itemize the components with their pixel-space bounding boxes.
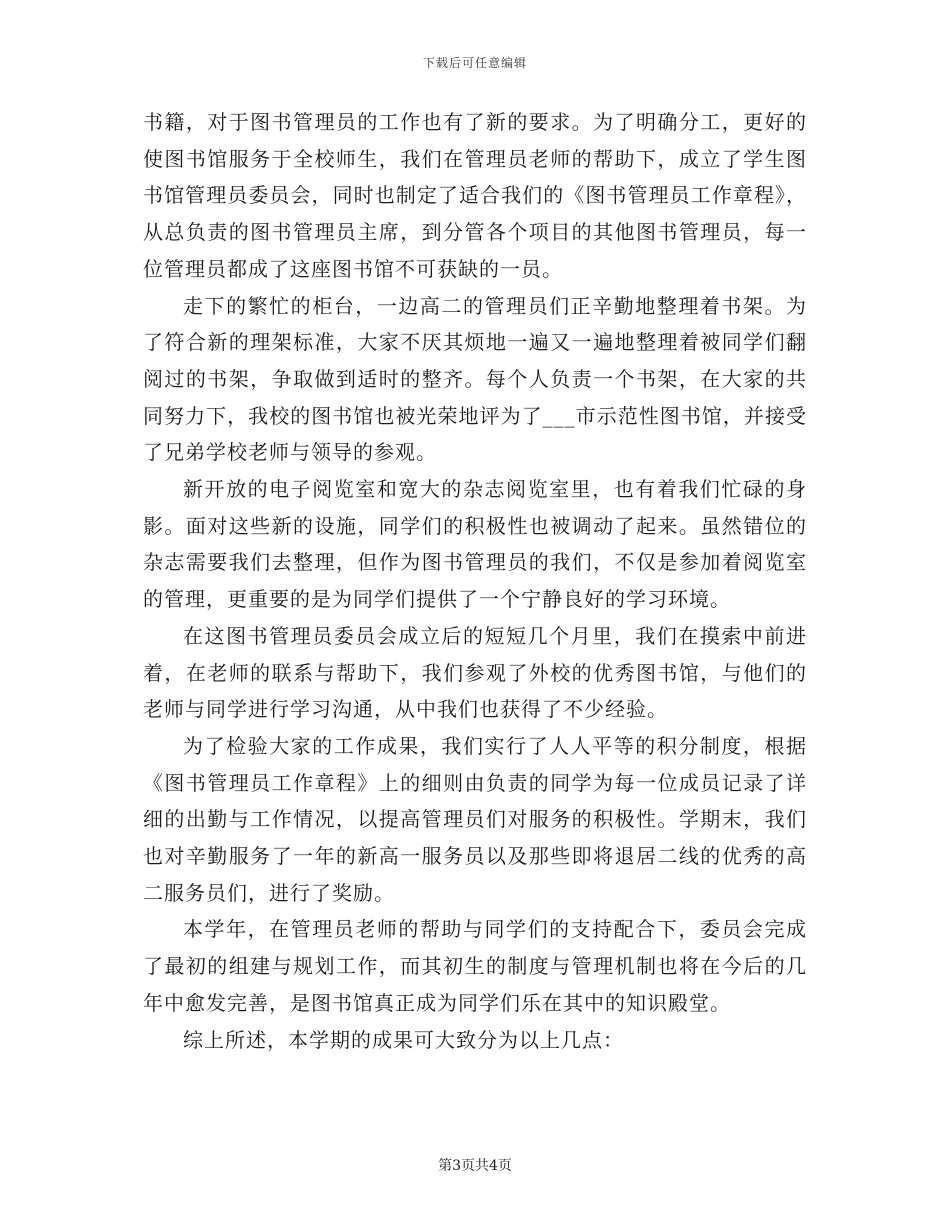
paragraph-points-system: 为了检验大家的工作成果，我们实行了人人平等的积分制度，根据《图书管理员工作章程》上的细则由负责的同学为每一位成员记录了详细的出勤与工作情况，以提高管理员们对服务的积极性。学期末，我们也对辛勤服务了一年的新高一服务员以及那些即将退居二线的优秀的高二服务员们，进行了奖励。 [143, 733, 807, 905]
paragraph-bookshelf: 走下的繁忙的柜台，一边高二的管理员们正辛勤地整理着书架。为了符合新的理架标准，大家不厌其烦地一遍又一遍地整理着被同学们翻阅过的书架，争取做到适时的整齐。每个人负责一个书架，在大家的共同努力下，我校的图书馆也被光荣地评为了___市示范性图书馆，并接受了兄弟学校老师与领导的参观。 [143, 293, 807, 465]
document-body [143, 104, 807, 1058]
page-header: 下载后可任意编辑 [422, 56, 527, 70]
paragraph-reading-room: 新开放的电子阅览室和宽大的杂志阅览室里，也有着我们忙碌的身影。面对这些新的设施，同学们的积极性也被调动了起来。虽然错位的杂志需要我们去整理，但作为图书管理员的我们，不仅是参加着阅览室的管理，更重要的是为同学们提供了一个宁静良好的学习环境。 [143, 477, 807, 612]
paragraph-continuation: 书籍，对于图书管理员的工作也有了新的要求。为了明确分工，更好的使图书馆服务于全校师生，我们在管理员老师的帮助下，成立了学生图书馆管理员委员会，同时也制定了适合我们的《图书管理员工作章程》，从总负责的图书管理员主席，到分管各个项目的其他图书管理员，每一位管理员都成了这座图书馆不可获缺的一员。 [143, 110, 807, 281]
paragraph-year-summary: 本学年，在管理员老师的帮助与同学们的支持配合下，委员会完成了最初的组建与规划工作，而其初生的制度与管理机制也将在今后的几年中愈发完善，是图书馆真正成为同学们乐在其中的知识殿堂。 [143, 917, 807, 1015]
paragraph-visits: 在这图书管理员委员会成立后的短短几个月里，我们在摸索中前进着，在老师的联系与帮助下，我们参观了外校的优秀图书馆，与他们的老师与同学进行学习沟通，从中我们也获得了不少经验。 [143, 623, 807, 722]
paragraph-conclusion: 综上所述，本学期的成果可大致分为以上几点： [183, 1027, 624, 1052]
page-number: 第3页共4页 [438, 1158, 512, 1174]
